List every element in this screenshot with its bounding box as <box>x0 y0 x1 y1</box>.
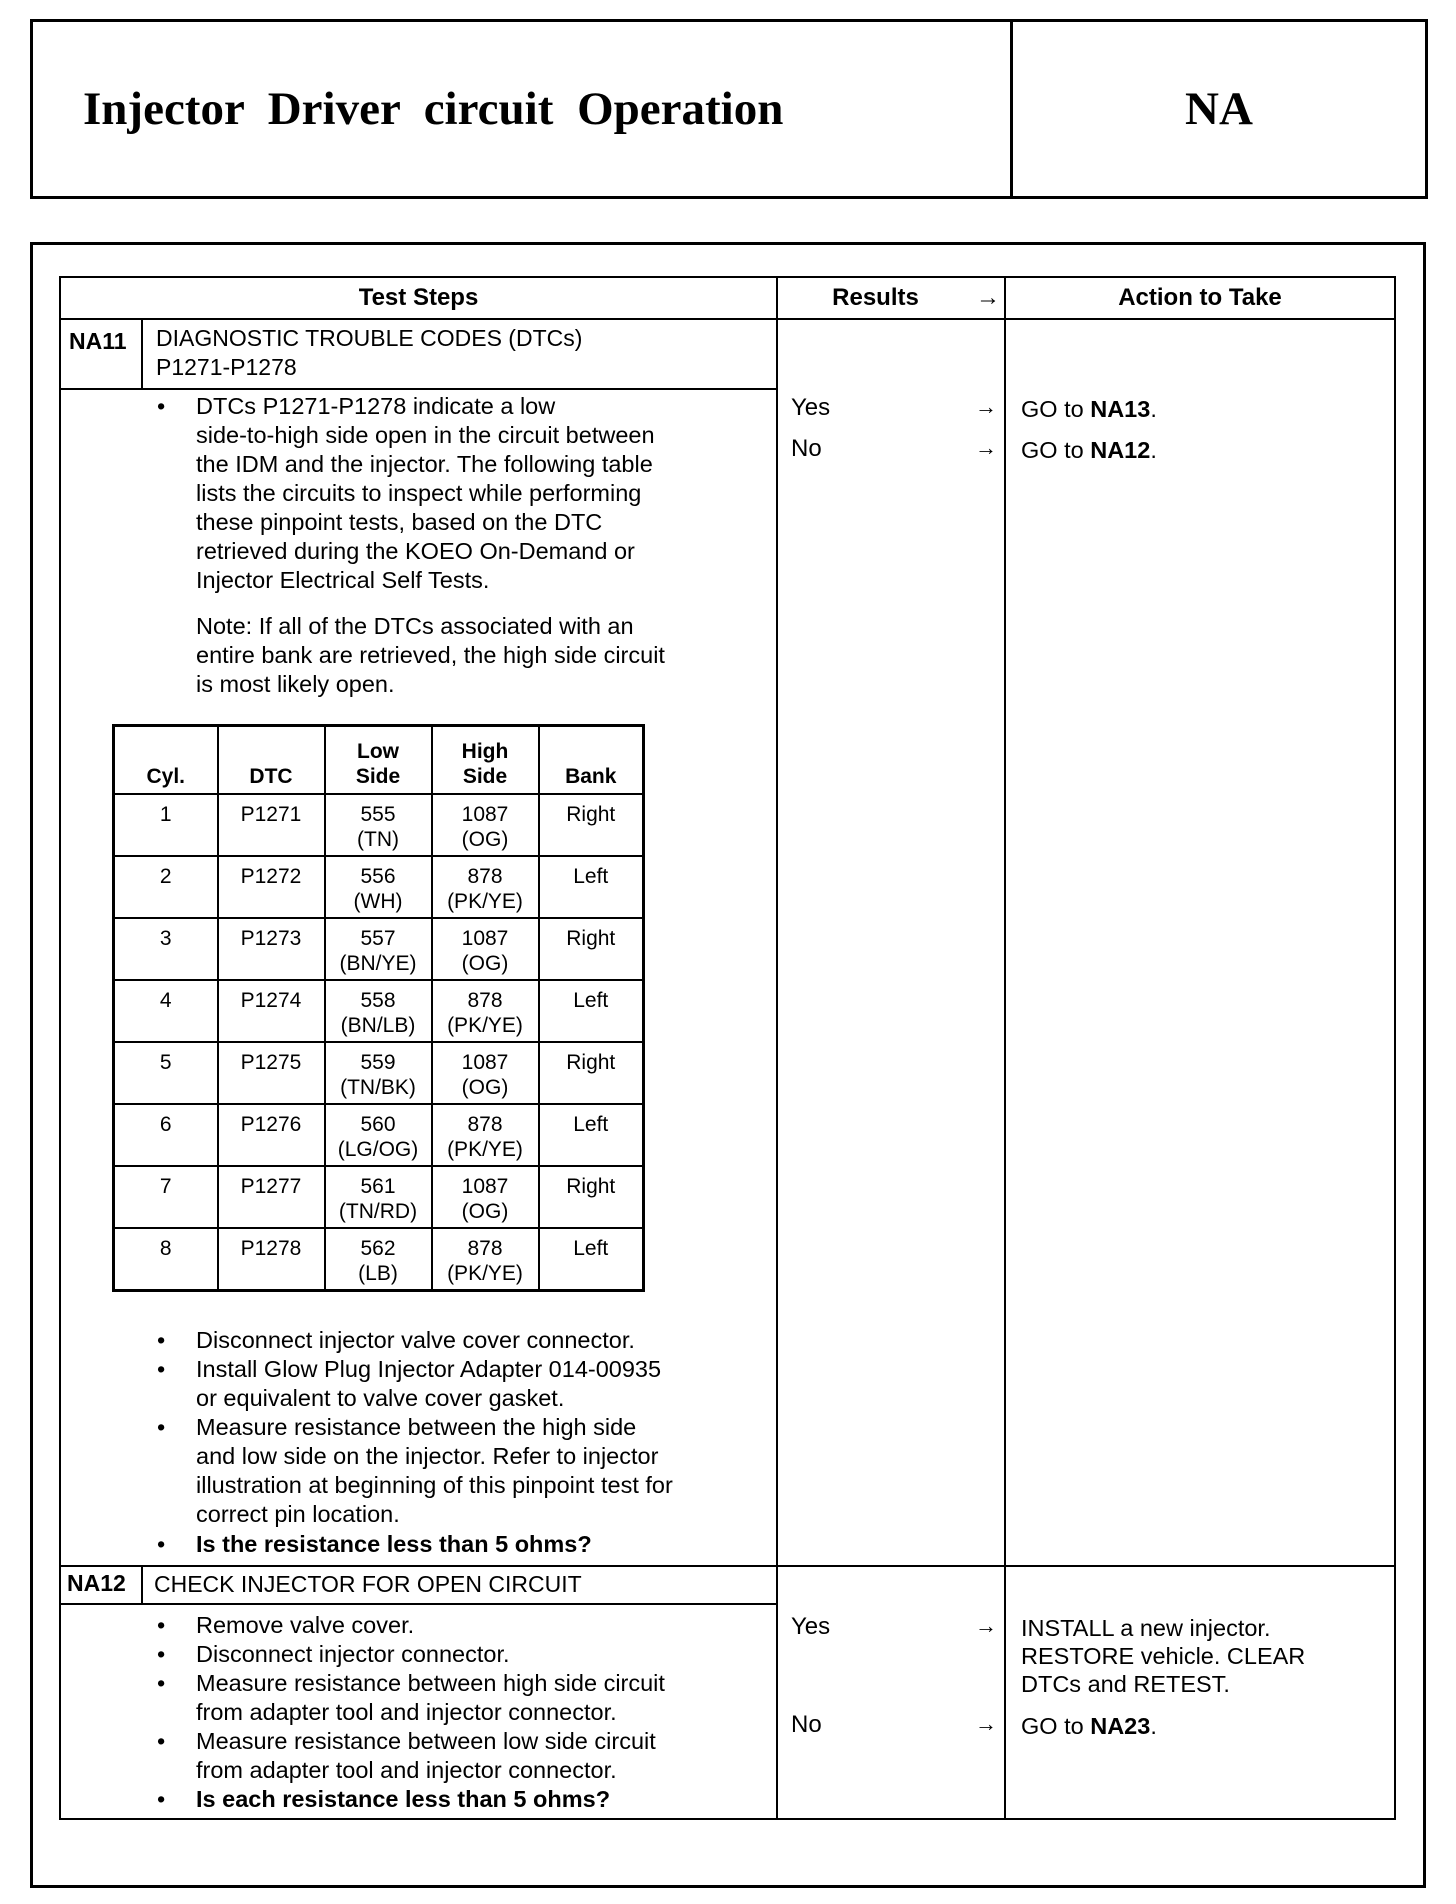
page-header <box>30 19 1428 199</box>
table-row <box>114 1104 644 1166</box>
col-dtc: DTC <box>218 726 325 795</box>
cell-dtc: P1275 <box>218 1042 325 1104</box>
cell-bank: Right <box>539 918 644 980</box>
cell-bank: Left <box>539 980 644 1042</box>
bullet-icon: • <box>157 1414 166 1440</box>
cell-bank: Left <box>539 1228 644 1290</box>
cell-dtc: P1277 <box>218 1166 325 1228</box>
cell-cyl: 1 <box>114 794 218 856</box>
cell-cyl: 8 <box>114 1228 218 1290</box>
cell-low-side: 557 (BN/YE) <box>325 918 432 980</box>
step-title-na11: DIAGNOSTIC TROUBLE CODES (DTCs) P1271-P1278 <box>156 325 583 380</box>
bullet-icon: • <box>157 1531 166 1557</box>
cell-high-side: 878 (PK/YE) <box>432 980 539 1042</box>
step-id-na12: NA12 <box>67 1570 126 1596</box>
table-row <box>114 1228 644 1290</box>
cell-low-side: 556 (WH) <box>325 856 432 918</box>
step-divider <box>61 1565 1394 1567</box>
arrow-icon: → <box>976 284 1000 311</box>
dtc-circuit-table <box>112 724 645 1292</box>
step-id-na11: NA11 <box>69 328 127 354</box>
cell-high-side: 1087 (OG) <box>432 918 539 980</box>
cell-high-side: 878 (PK/YE) <box>432 1104 539 1166</box>
cell-cyl: 5 <box>114 1042 218 1104</box>
cell-low-side: 562 (LB) <box>325 1228 432 1290</box>
result-yes: Yes <box>791 1613 831 1640</box>
col-bank: Bank <box>539 726 644 795</box>
bullet-icon: • <box>157 1612 166 1638</box>
bullet-icon: • <box>157 393 166 419</box>
table-row <box>114 856 644 918</box>
cell-bank: Right <box>539 794 644 856</box>
cell-cyl: 4 <box>114 980 218 1042</box>
action-yes: GO to NA13. <box>1021 396 1157 422</box>
table-row <box>114 794 644 856</box>
step-title-na12: CHECK INJECTOR FOR OPEN CIRCUIT <box>154 1571 582 1597</box>
table-row <box>114 980 644 1042</box>
table-row <box>114 918 644 980</box>
step-id-divider <box>141 318 143 388</box>
cell-bank: Right <box>539 1042 644 1104</box>
action-yes: INSTALL a new injector. RESTORE vehicle. CLEAR DTCs and RETEST. <box>1021 1615 1306 1697</box>
bullet-icon: • <box>157 1641 166 1667</box>
section-code: NA <box>1185 83 1253 135</box>
col-low-side: Low Side <box>325 726 432 795</box>
col-cyl: Cyl. <box>114 726 218 795</box>
col-high-side: High Side <box>432 726 539 795</box>
result-yes: Yes <box>791 394 831 421</box>
column-divider <box>776 278 778 1818</box>
cell-low-side: 558 (BN/LB) <box>325 980 432 1042</box>
cell-dtc: P1276 <box>218 1104 325 1166</box>
cell-cyl: 7 <box>114 1166 218 1228</box>
cell-bank: Left <box>539 1104 644 1166</box>
cell-dtc: P1274 <box>218 980 325 1042</box>
cell-high-side: 878 (PK/YE) <box>432 1228 539 1290</box>
cell-bank: Right <box>539 1166 644 1228</box>
step-title-divider <box>61 388 776 390</box>
column-divider <box>1004 278 1006 1818</box>
arrow-icon: → <box>975 435 997 460</box>
bullet-icon: • <box>157 1356 166 1382</box>
cell-low-side: 561 (TN/RD) <box>325 1166 432 1228</box>
cell-dtc: P1272 <box>218 856 325 918</box>
cell-cyl: 2 <box>114 856 218 918</box>
arrow-icon: → <box>975 1711 997 1736</box>
header-divider <box>61 318 1394 320</box>
bullet-icon: • <box>157 1786 166 1812</box>
bullet-icon: • <box>157 1728 166 1754</box>
table-header-row <box>114 726 644 795</box>
col-header-results: Results <box>832 284 919 311</box>
bullet-icon: • <box>157 1670 166 1696</box>
table-row <box>114 1166 644 1228</box>
cell-dtc: P1278 <box>218 1228 325 1290</box>
cell-dtc: P1273 <box>218 918 325 980</box>
cell-cyl: 6 <box>114 1104 218 1166</box>
cell-high-side: 878 (PK/YE) <box>432 856 539 918</box>
step-id-divider <box>141 1565 143 1603</box>
result-no: No <box>791 435 822 462</box>
page-title: Injector Driver circuit Operation <box>83 83 784 135</box>
note: Note: If all of the DTCs associated with an entire bank are retrieved, the high side circuit is most likely open. <box>196 613 665 697</box>
col-header-action: Action to Take <box>1118 284 1282 311</box>
cell-low-side: 560 (LG/OG) <box>325 1104 432 1166</box>
table-row <box>114 1042 644 1104</box>
action-no: GO to NA12. <box>1021 437 1157 463</box>
arrow-icon: → <box>975 1613 997 1638</box>
result-no: No <box>791 1711 822 1738</box>
col-header-test-steps: Test Steps <box>358 284 479 311</box>
action-no: GO to NA23. <box>1021 1713 1157 1739</box>
cell-high-side: 1087 (OG) <box>432 1166 539 1228</box>
bullet-icon: • <box>157 1327 166 1353</box>
cell-low-side: 559 (TN/BK) <box>325 1042 432 1104</box>
cell-low-side: 555 (TN) <box>325 794 432 856</box>
step-title-divider <box>61 1603 776 1605</box>
cell-high-side: 1087 (OG) <box>432 794 539 856</box>
cell-dtc: P1271 <box>218 794 325 856</box>
cell-high-side: 1087 (OG) <box>432 1042 539 1104</box>
cell-cyl: 3 <box>114 918 218 980</box>
arrow-icon: → <box>975 394 997 419</box>
cell-bank: Left <box>539 856 644 918</box>
